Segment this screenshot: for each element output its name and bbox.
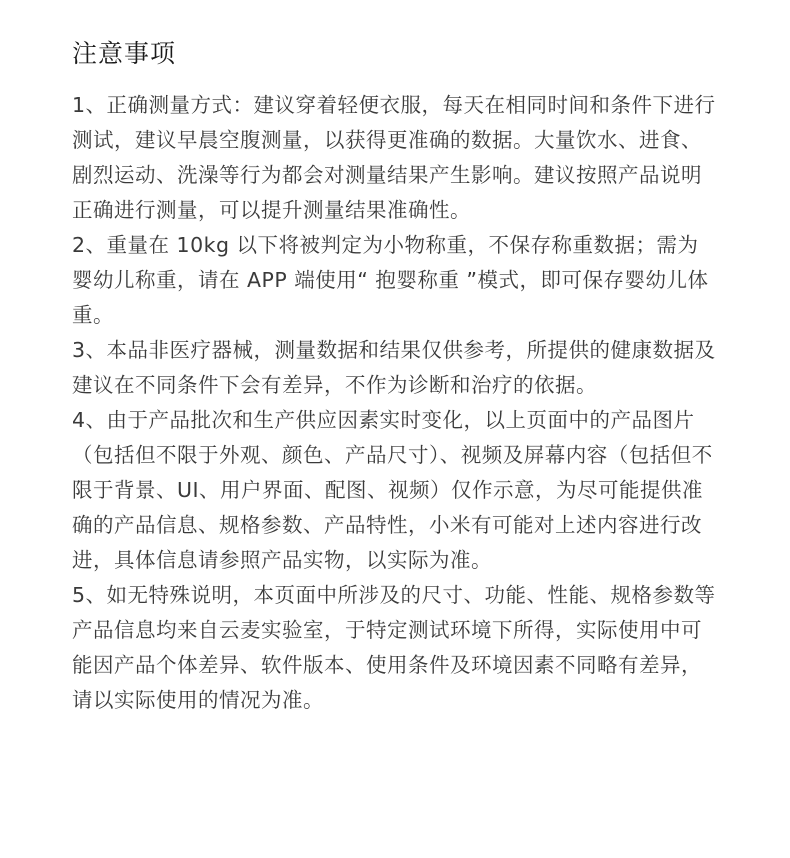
- notes-list: [72, 88, 718, 718]
- note-item-1: 1、正确测量方式：建议穿着轻便衣服，每天在相同时间和条件下进行测试，建议早晨空腹测量，以获得更准确的数据。大量饮水、进食、剧烈运动、洗澡等行为都会对测量结果产生影响。建议按照产品说明正确进行测量，可以提升测量结果准确性。: [72, 93, 716, 222]
- note-item-3: 3、本品非医疗器械，测量数据和结果仅供参考，所提供的健康数据及建议在不同条件下会有差异，不作为诊断和治疗的依据。: [72, 338, 716, 397]
- note-item-2: 2、重量在 10kg 以下将被判定为小物称重，不保存称重数据；需为婴幼儿称重，请在 APP 端使用“ 抱婴称重 ”模式，即可保存婴幼儿体重。: [72, 233, 709, 327]
- note-item-4: 4、由于产品批次和生产供应因素实时变化，以上页面中的产品图片（包括但不限于外观、颜色、产品尺寸）、视频及屏幕内容（包括但不限于背景、UI、用户界面、配图、视频）仅作示意，为尽可能提供准确的产品信息、规格参数、产品特性，小米有可能对上述内容进行改进，具体信息请参照产品实物，以实际为准。: [72, 408, 713, 572]
- page-title: 注意事项: [72, 39, 177, 68]
- note-item-5: 5、如无特殊说明，本页面中所涉及的尺寸、功能、性能、规格参数等产品信息均来自云麦实验室，于特定测试环境下所得，实际使用中可能因产品个体差异、软件版本、使用条件及环境因素不同略有差异，请以实际使用的情况为准。: [72, 583, 716, 712]
